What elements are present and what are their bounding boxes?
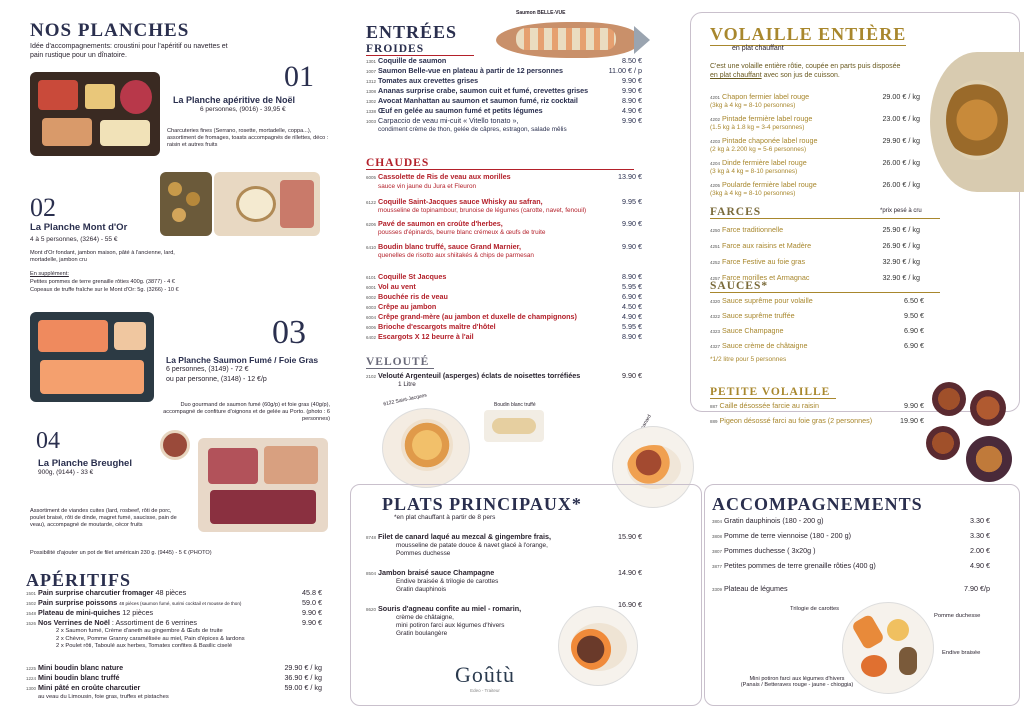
planche-1-detail: 6 personnes, (9016) - 39,95 € (200, 106, 286, 113)
volaille-item: 4205 Poularde fermière label rouge 26.00 € / kg (710, 180, 920, 189)
planche-2-supp-1: Petites pommes de terre grenaille rôties 400g. (3877) - 4 € (30, 279, 175, 285)
planche-1-name: La Planche apéritive de Noël (173, 95, 296, 105)
volaille-photo (930, 52, 1024, 192)
chaude-item-desc: mousseline de topinambour, brunoise de légumes (carotte, navet, fenouil) (378, 207, 587, 214)
aperitif-item: 1225 Mini boudin blanc nature 29.90 € / kg (26, 662, 322, 672)
verrine-3: 2 x Poulet rôti, Taboulé aux herbes, Tomates confites & Basilic ciselé (56, 643, 233, 650)
verrine-2: 2 x Chèvre, Pomme Granny caramélisée au miel, Pain d'épices & lardons (56, 635, 245, 642)
chaude-item: 6402 Escargots X 12 beurre à l'ail 8.90 € (366, 332, 642, 341)
planche-3-number: 03 (272, 314, 306, 351)
planche-2-number: 02 (30, 193, 56, 222)
plat-desc: mousseline de patate douce & navet glacé à l'orange, (396, 542, 548, 549)
aperitif-item: 1526 Nos Verrines de Noël : Assortiment de 6 verrines 9.90 € (26, 618, 322, 627)
aperitif-item: 1548 Plateau de mini-quiches 12 pièces 9.90 € (26, 608, 322, 617)
petite-volaille-photo (966, 436, 1012, 482)
plat-desc: mini potiron farci aux légumes d'hivers (396, 622, 505, 629)
volaille-item: 4201 Chapon fermier label rouge 29.00 € / kg (710, 92, 920, 101)
planche-2-supp-2: Copeaux de truffe fraîche sur le Mont d'Or: 5g. (3266) - 10 € (30, 287, 179, 293)
volaille-item: 4202 Pintade fermière label rouge 23.00 € / kg (710, 114, 920, 123)
chaude-item: 6003 Crêpe au jambon 4.50 € (366, 302, 642, 311)
froide-item: 1003 Carpaccio de veau mi-cuit « Vitello tonato », 9.90 € (366, 116, 642, 125)
plats-title: PLATS PRINCIPAUX* (382, 494, 582, 514)
planche-4-desc: Assortiment de viandes cuites (lard, rosbeef, rôti de porc, poulet braisé, rôti de dinde, magret fumé, saucisse, pain de veau), accompagné de moutarde, cécor fruits (30, 508, 177, 528)
veloute-block (366, 371, 642, 389)
froides-title: FROIDES (366, 43, 474, 56)
entrees-title: ENTRÉES (366, 22, 458, 42)
volaille-sub: en plat chauffant (732, 45, 784, 52)
farce-item: 4250 Farce traditionnelle 25.90 € / kg (710, 225, 920, 234)
planche-3-detail-1: 6 personnes, (3149) - 72 € (166, 366, 249, 373)
sauce-item: 4320 Sauce suprême pour volaille 6.50 € (710, 296, 924, 305)
plat-desc: Endive braisée & trilogie de carottes (396, 578, 499, 585)
accomp-title: ACCOMPAGNEMENTS (712, 494, 923, 514)
petite-volaille-title: PETITE VOLAILLE (710, 386, 836, 399)
petite-volaille-photo (970, 390, 1006, 426)
volaille-item-desc: (3kg à 4 kg = 8-10 personnes) (710, 102, 796, 109)
veloute-desc: 1 Litre (398, 381, 416, 388)
veloute-item: 2102 Velouté Argenteuil (asperges) éclats de noisettes torréfiées 9.90 € (366, 371, 642, 380)
chaude-item: 6101 Coquille St Jacques 8.90 € (366, 272, 642, 281)
filet-americain-photo (160, 430, 190, 460)
planche-2-name: La Planche Mont d'Or (30, 222, 128, 233)
chaude-item: 6002 Bouchée ris de veau 6.90 € (366, 292, 642, 301)
accomp-item: 3807 Pommes duchesse ( 3x20g ) 2.00 € (712, 546, 990, 555)
chaude-item-desc: sauce vin jaune du Jura et Fleuron (378, 183, 477, 190)
plat-item: 8620 Souris d'agneau confite au miel - romarin, (366, 604, 522, 613)
label-potiron-line2: (Panais / Betteraves rouge - jaune - chioggia) (740, 682, 854, 688)
chaudes-list (366, 172, 642, 342)
veloute-title: VELOUTÉ (366, 356, 434, 369)
sauce-item: 4323 Sauce Champagne 6.90 € (710, 326, 924, 335)
planche-3-detail-2: ou par personne, (3148) - 12 €/p (166, 376, 267, 383)
sauce-item: 4327 Sauce crème de châtaigne 6.90 € (710, 341, 924, 350)
label-potiron-line1: Mini potiron farci aux légumes d'hivers (749, 676, 845, 682)
farce-item: 4252 Farce Festive au foie gras 32.90 € / kg (710, 257, 920, 266)
farce-item: 4251 Farce aux raisins et Madère 26.90 € / kg (710, 241, 920, 250)
chaude-item-desc: quenelles de risotto aux shiitakés & chips de parmesan (378, 252, 534, 259)
froide-item: 1312 Tomates aux crevettes grises 9.90 € (366, 76, 642, 85)
petite-volaille-list (710, 399, 924, 429)
planche-2-supp-title: En supplément: (30, 271, 69, 277)
froide-item: 1301 Coquille de saumon 8.50 € (366, 56, 642, 65)
petite-volaille-item: 887 Caille désossée farcie au raisin 9.90 € (710, 401, 924, 410)
chaude-item-desc: pousses d'épinards, beurre blanc crémeux & œufs de truite (378, 229, 546, 236)
accomp-item: 3804 Gratin dauphinois (180 - 200 g) 3.30 € (712, 516, 990, 525)
chaude-item: 6206 Pavé de saumon en croûte d'herbes, 9.90 € (366, 219, 642, 228)
froide-item: 1007 Saumon Belle-vue en plateau à partir de 12 personnes 11.00 € / p (366, 66, 642, 75)
chaudes-title: CHAUDES (366, 157, 634, 170)
chaude-item: 6122 Coquille Saint-Jacques sauce Whisky au safran, 9.95 € (366, 197, 642, 206)
plats-note: *en plat chauffant à partir de 8 pers (394, 514, 496, 521)
volaille-item-desc: (3 kg à 4 kg = 8-10 personnes) (710, 168, 798, 175)
planche-1-desc: Charcuteries fines (Serrano, rosette, mortadelle, coppa...), assortiment de fromages, toasts accompagnés de rillettes, déco : raisin et autres fruits (167, 128, 329, 148)
sauces-title: SAUCES* (710, 280, 940, 293)
planche-2-detail: 4 à 5 personnes, (3264) - 55 € (30, 236, 118, 243)
fish-label: Saumon BELLE-VUE (516, 10, 566, 16)
plat-item: 8748 Filet de canard laqué au mezcal & gingembre frais, 15.90 € (366, 532, 642, 541)
sauces-note: *1/2 litre pour 5 personnes (710, 356, 787, 363)
chaude-item: 6006 Brioche d'escargots maître d'hôtel 5.95 € (366, 322, 642, 331)
farces-title: FARCES (710, 206, 940, 219)
caption-saint-jacques: 6122 Saint-Jacques (382, 392, 428, 408)
aperitifs-list (26, 588, 322, 701)
volaille-intro-3: avec son jus de cuisson. (761, 72, 840, 79)
planche-4-number: 04 (36, 428, 60, 454)
froides-list (366, 56, 642, 134)
volaille-intro-1: C'est une volaille entière rôtie, coupée en parts puis disposée (710, 63, 901, 70)
planche-3-name: La Planche Saumon Fumé / Foie Gras (166, 355, 319, 365)
plat-item: 8504 Jambon braisé sauce Champagne 14.90 € (366, 568, 642, 577)
plat-desc: Gratin boulangère (396, 630, 448, 637)
farce-item: 4257 Farce morilles et Armagnac 32.90 € / kg (710, 273, 920, 282)
petite-volaille-photo (932, 382, 966, 416)
planches-intro: Idée d'accompagnements: croustini pour l'apéritif ou navettes et pain rustique pour un dînatoire. (30, 43, 228, 59)
chaude-item: 6005 Cassolette de Ris de veau aux morilles 13.90 € (366, 172, 642, 181)
farces-note: *prix pesé à cru (880, 208, 922, 214)
sauce-item: 4322 Sauce suprême truffée 9.50 € (710, 311, 924, 320)
planche-4-name: La Planche Breughel (38, 458, 132, 469)
volaille-item-desc: (2 kg à 2.200 kg = 5-6 personnes) (710, 146, 807, 153)
chaude-item: 6410 Boudin blanc truffé, sauce Grand Marnier, 9.90 € (366, 242, 642, 251)
aperitif-item: 1224 Mini boudin blanc truffé 36.90 € / kg (26, 672, 322, 682)
label-pomme-duchesse: Pomme duchesse (934, 613, 981, 619)
accomp-list (712, 514, 990, 597)
volaille-item: 4203 Pintade chaponée label rouge 29.90 € / kg (710, 136, 920, 145)
volaille-item-desc: (3kg à 4 kg = 8-10 personnes) (710, 190, 796, 197)
planche-3-desc: Duo gourmand de saumon fumé (60g/p) et foie gras (40g/p), accompagné de confiture d'oignons et de gelée au Porto. (photo : 6 personnes) (163, 402, 330, 422)
sauces-list (710, 294, 924, 363)
caption-boudin-blanc: Boudin blanc truffé (494, 402, 536, 408)
volaille-intro (710, 62, 910, 80)
volaille-item-desc: (1.5 kg à 1.8 kg = 3-4 personnes) (710, 124, 805, 131)
volaille-list (710, 92, 920, 198)
label-trilogie: Trilogie de carottes (790, 606, 840, 612)
verrine-1: 2 x Saumon fumé, Crème d'aneth au gingembre & Œufs de truite (56, 628, 223, 634)
logo-subtext: Edeo - Traiteur (470, 688, 500, 693)
mont-dor-photo (214, 172, 320, 236)
plat-desc: Pommes duchesse (396, 550, 451, 557)
saumon-belle-vue-photo (496, 12, 652, 62)
petite-volaille-item: 889 Pigeon désossé farci au foie gras (2 personnes) 19.90 € (710, 416, 924, 425)
plat-price: 16.90 € (618, 600, 642, 609)
vitello-desc: condiment crème de thon, gelée de câpres, estragon, salade mêlis (378, 126, 567, 133)
planches-title: NOS PLANCHES (30, 20, 190, 41)
accomp-item: 3877 Petites pommes de terre grenaille rôties (400 g) 4.90 € (712, 561, 990, 570)
froide-item: 1338 Œuf en gelée au saumon fumé et petits légumes 4.90 € (366, 106, 642, 115)
volaille-item: 4204 Dinde fermière label rouge 26.00 € / kg (710, 158, 920, 167)
plat-desc: crème de châtaigne, (396, 614, 454, 621)
label-endive: Endive braisée (942, 650, 981, 656)
froide-item: 1302 Avocat Manhattan au saumon et saumon fumé, riz cocktail 8.90 € (366, 96, 642, 105)
mini-pate-desc: au veau du Limousin, foie gras, truffes et pistaches (38, 693, 169, 700)
aperitif-item: 1501 Pain surprise charcutier fromager 48 pièces 45.8 € (26, 588, 322, 597)
chaude-item: 6004 Crêpe grand-mère (au jambon et duxelle de champignons) 4.90 € (366, 312, 642, 321)
planche-1-number: 01 (284, 60, 314, 93)
saumon-foie-gras-photo (30, 312, 154, 402)
aperitif-item: 1300 Mini pâté en croûte charcutier 59.00 € / kg (26, 682, 322, 692)
aperitif-item: 1502 Pain surprise poissons 48 pièces (saumon fumé, surimi cocktail et mousse de thon) 59.0 € (26, 598, 322, 607)
boudin-blanc-photo (484, 410, 544, 442)
saint-jacques-photo (382, 408, 470, 488)
volaille-title: VOLAILLE ENTIÈRE (710, 24, 907, 44)
accomp-item: 3808 Pomme de terre viennoise (180 - 200 g) 3.30 € (712, 531, 990, 540)
froide-item: 1308 Ananas surprise crabe, saumon cuit et fumé, crevettes grises 9.90 € (366, 86, 642, 95)
plat-desc: Gratin dauphinois (396, 586, 447, 593)
breughel-photo (198, 438, 328, 532)
label-potiron (722, 676, 872, 688)
goutu-logo (440, 662, 530, 693)
planche-aperitive-photo (30, 72, 160, 156)
souris-agneau-photo (558, 606, 638, 686)
logo-text: Goûtù (455, 662, 515, 687)
volaille-intro-2: en plat chauffant (710, 72, 762, 79)
chaude-item: 6001 Vol au vent 5.95 € (366, 282, 642, 291)
farces-list (710, 222, 920, 286)
pommes-grenaille-photo (160, 172, 212, 236)
planche-4-extra: Possibilité d'ajouter un pot de filet américain 230 g. (9445) - 5 € (PHOTO) (30, 550, 212, 556)
petite-volaille-photo (926, 426, 960, 460)
aperitifs-title: APÉRITIFS (26, 570, 132, 590)
planche-2-desc: Mont d'Or fondant, jambon maison, pâté à l'ancienne, lard, mortadelle, jambon cru (30, 250, 175, 263)
planche-4-detail: 900g, (9144) - 33 € (38, 469, 94, 476)
accomp-item: 3309 Plateau de légumes 7.90 €/p (712, 584, 990, 593)
